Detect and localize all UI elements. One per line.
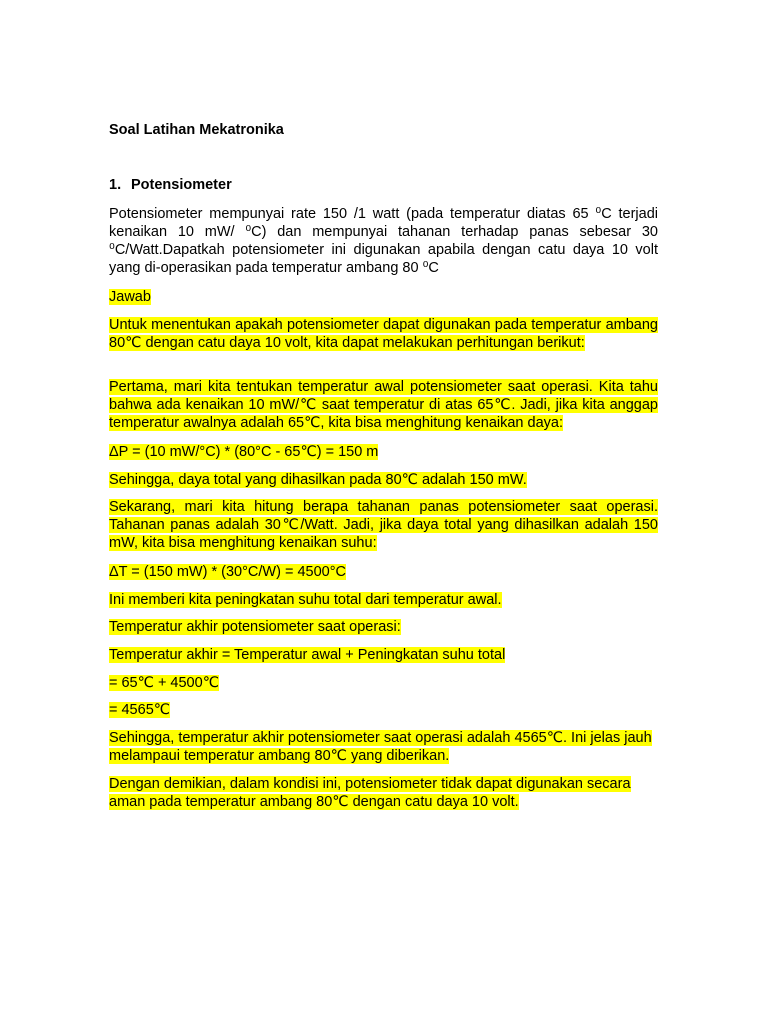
section-heading — [109, 177, 232, 193]
section-number: 1. — [109, 177, 122, 193]
answer-formula: = 65℃ + 4500℃ — [109, 675, 219, 691]
answer-paragraph: Pertama, mari kita tentukan temperatur awal potensiometer saat operasi. Kita tahu bahwa ada kenaikan 10 mW/℃ saat temperatur di atas 65℃. Jadi, jika kita anggap temperatur awalnya adalah 65℃, kita bisa menghitung kenaikan daya: — [109, 379, 658, 431]
answer-formula: ΔP = (10 mW/°C) * (80°C - 65℃) = 150 m — [109, 444, 379, 460]
answer-conclusion: Dengan demikian, dalam kondisi ini, potensiometer tidak dapat digunakan secara aman pada temperatur ambang 80℃ dengan catu daya 10 volt. — [109, 776, 631, 810]
answer-paragraph: Temperatur akhir potensiometer saat operasi: — [109, 619, 401, 635]
answer-paragraph: Ini memberi kita peningkatan suhu total dari temperatur awal. — [109, 592, 502, 608]
answer-formula: Temperatur akhir = Temperatur awal + Peningkatan suhu total — [109, 647, 506, 663]
document-title: Soal Latihan Mekatronika — [109, 122, 284, 138]
problem-statement: Potensiometer mempunyai rate 150 /1 watt (pada temperatur diatas 65 ⁰C terjadi kenaikan 10 mW/ ⁰C) dan mempunyai tahanan terhadap panas sebesar 30 ⁰C/Watt.Dapatkah potensiometer ini digunakan apabila dengan catu daya 10 volt yang di-operasikan pada temperatur ambang 80 ⁰C — [109, 206, 658, 276]
section-title: Potensiometer — [131, 177, 232, 193]
answer-conclusion: Sehingga, temperatur akhir potensiometer saat operasi adalah 4565℃. Ini jelas jauh melampaui temperatur ambang 80℃ yang diberikan. — [109, 730, 652, 764]
answer-formula: = 4565℃ — [109, 702, 171, 718]
answer-paragraph: Untuk menentukan apakah potensiometer dapat digunakan pada temperatur ambang 80℃ dengan catu daya 10 volt, kita dapat melakukan perhitungan berikut: — [109, 317, 658, 351]
answer-formula: ΔT = (150 mW) * (30°C/W) = 4500°C — [109, 564, 346, 580]
answer-paragraph: Sehingga, daya total yang dihasilkan pada 80℃ adalah 150 mW. — [109, 472, 527, 488]
answer-label: Jawab — [109, 289, 151, 305]
answer-paragraph: Sekarang, mari kita hitung berapa tahanan panas potensiometer saat operasi. Tahanan panas adalah 30℃/Watt. Jadi, jika daya total yang dihasilkan adalah 150 mW, kita bisa menghitung kenaikan suhu: — [109, 499, 658, 551]
